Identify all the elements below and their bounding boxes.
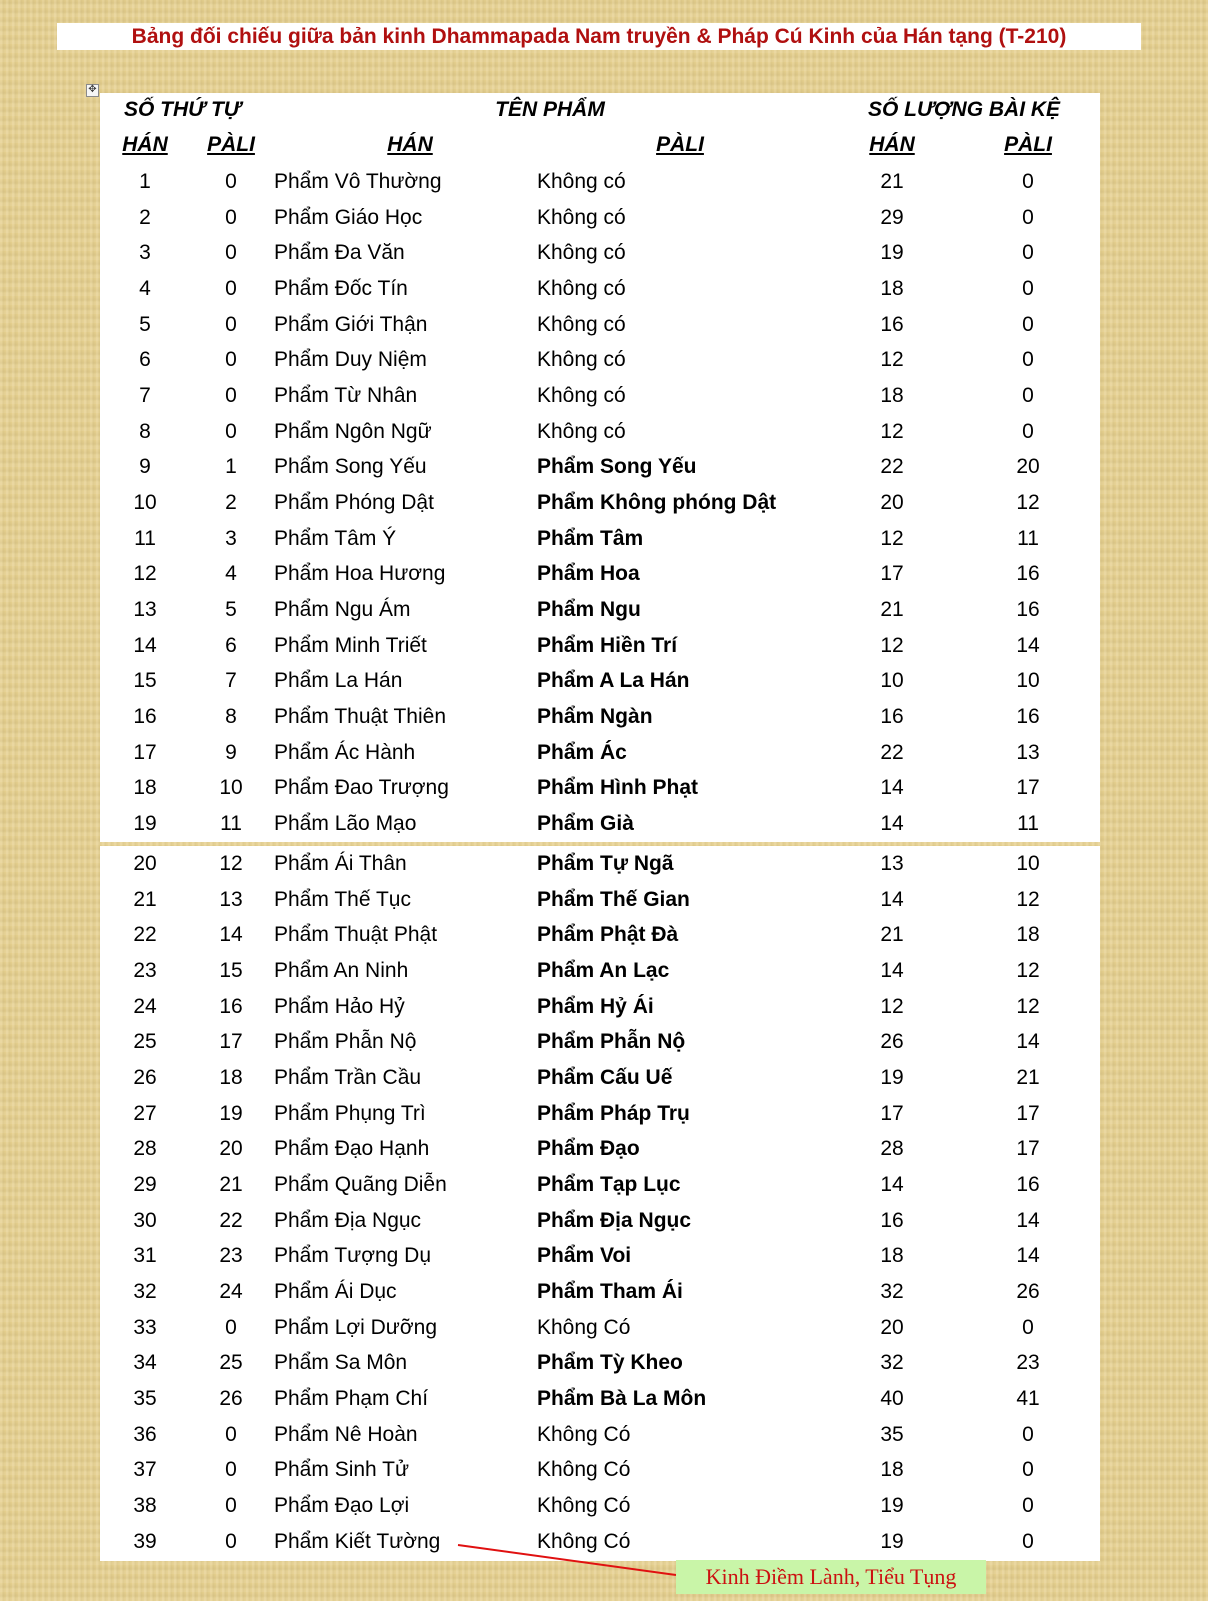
- cell-han-verse-count: 18: [880, 384, 904, 407]
- cell-han-name: Phẩm Thuật Thiên: [274, 705, 446, 729]
- cell-pali-verse-count: 0: [1022, 419, 1034, 443]
- cell-han-number: 24: [133, 994, 157, 1018]
- cell-han-name: Phẩm Đao Trượng: [274, 776, 449, 800]
- cell-pali-verse-count: 23: [1016, 1351, 1040, 1375]
- cell-pali-verse-count: 16: [1016, 705, 1040, 729]
- cell-pali-name: Phẩm Không phóng Dật: [537, 491, 777, 514]
- cell-pali-verse-count: 12: [1016, 491, 1040, 514]
- cell-pali-number: 1: [225, 455, 237, 479]
- cell-han-verse-count: 21: [880, 598, 904, 621]
- cell-han-verse-count: 10: [880, 669, 904, 693]
- cell-pali-verse-count: 17: [1016, 1137, 1040, 1161]
- cell-pali-name: Phẩm Hoa: [537, 562, 640, 586]
- cell-han-verse-count: 29: [880, 205, 904, 229]
- cell-han-number: 39: [133, 1529, 157, 1553]
- cell-han-name: Phẩm Đốc Tín: [274, 277, 408, 300]
- cell-han-verse-count: 17: [880, 1101, 904, 1125]
- cell-pali-name: Phẩm Tạp Lục: [537, 1173, 681, 1196]
- cell-han-number: 34: [133, 1351, 157, 1375]
- cell-pali-verse-count: 41: [1016, 1387, 1040, 1411]
- cell-han-name: Phẩm Đạo Lợi: [274, 1494, 410, 1518]
- cell-pali-verse-count: 0: [1022, 241, 1034, 265]
- cell-han-verse-count: 19: [880, 1066, 904, 1089]
- cell-han-number: 8: [139, 419, 151, 443]
- cell-han-name: Phẩm Đạo Hạnh: [274, 1137, 430, 1161]
- cell-pali-number: 3: [225, 526, 237, 550]
- cell-pali-verse-count: 12: [1016, 887, 1040, 911]
- cell-han-name: Phẩm Ngu Ám: [274, 598, 411, 621]
- cell-han-number: 4: [139, 277, 151, 300]
- cell-han-number: 1: [139, 170, 151, 193]
- cell-pali-number: 0: [225, 241, 237, 265]
- cell-pali-name: Không có: [537, 419, 626, 443]
- cell-pali-verse-count: 17: [1016, 776, 1040, 800]
- cell-pali-number: 14: [219, 923, 243, 947]
- cell-han-number: 13: [133, 598, 157, 621]
- cell-han-verse-count: 21: [880, 923, 904, 947]
- cell-pali-name: Phẩm Đạo: [537, 1137, 640, 1161]
- cell-han-name: Phẩm Địa Ngục: [274, 1208, 422, 1232]
- cell-pali-number: 21: [219, 1173, 243, 1196]
- cell-pali-number: 18: [219, 1066, 243, 1089]
- cell-pali-verse-count: 12: [1016, 959, 1040, 982]
- cell-pali-verse-count: 14: [1016, 1208, 1040, 1232]
- cell-pali-number: 16: [219, 994, 243, 1018]
- cell-han-number: 5: [139, 312, 151, 336]
- cell-han-verse-count: 21: [880, 170, 904, 193]
- cell-han-name: Phẩm Kiết Tường: [274, 1529, 441, 1553]
- cell-han-verse-count: 19: [880, 1529, 904, 1553]
- cell-han-number: 19: [133, 812, 157, 836]
- cell-pali-number: 0: [225, 1458, 237, 1482]
- cell-pali-name: Phẩm Tâm: [537, 526, 644, 550]
- cell-pali-verse-count: 0: [1022, 384, 1034, 407]
- cell-han-verse-count: 14: [880, 1173, 904, 1196]
- cell-pali-number: 0: [225, 384, 237, 407]
- cell-han-name: Phẩm Thuật Phật: [274, 923, 438, 947]
- cell-han-number: 28: [133, 1137, 157, 1161]
- cell-han-number: 32: [133, 1280, 157, 1303]
- cell-han-name: Phẩm Hoa Hương: [274, 562, 446, 586]
- cell-pali-verse-count: 16: [1016, 1173, 1040, 1196]
- cell-han-verse-count: 16: [880, 1208, 904, 1232]
- cell-pali-number: 0: [225, 277, 237, 300]
- header-pali-name: PÀLI: [656, 133, 704, 156]
- cell-pali-number: 0: [225, 1422, 237, 1446]
- cell-han-verse-count: 20: [880, 491, 904, 514]
- cell-pali-number: 17: [219, 1030, 243, 1054]
- move-handle-icon[interactable]: ✥: [86, 84, 99, 97]
- cell-pali-number: 7: [225, 669, 237, 693]
- cell-pali-number: 25: [219, 1351, 243, 1375]
- header-name-group: TÊN PHẨM: [495, 98, 605, 121]
- cell-han-verse-count: 19: [880, 241, 904, 265]
- cell-han-verse-count: 14: [880, 959, 904, 982]
- cell-pali-name: Phẩm Cấu Uế: [537, 1066, 673, 1089]
- cell-han-number: 35: [133, 1387, 157, 1411]
- cell-han-number: 17: [133, 740, 157, 764]
- cell-han-verse-count: 22: [880, 455, 904, 479]
- cell-han-name: Phẩm Nê Hoàn: [274, 1422, 418, 1446]
- cell-pali-name: Không Có: [537, 1529, 631, 1553]
- cell-han-name: Phẩm Phẫn Nộ: [274, 1030, 417, 1054]
- cell-han-verse-count: 12: [880, 526, 904, 550]
- cell-pali-verse-count: 10: [1016, 669, 1040, 693]
- cell-pali-name: Phẩm Thế Gian: [537, 887, 690, 911]
- cell-pali-number: 0: [225, 170, 237, 193]
- cell-pali-number: 9: [225, 740, 237, 764]
- cell-pali-verse-count: 21: [1016, 1066, 1040, 1089]
- cell-han-name: Phẩm Thế Tục: [274, 887, 411, 911]
- cell-han-verse-count: 12: [880, 419, 904, 443]
- cell-han-verse-count: 14: [880, 887, 904, 911]
- cell-pali-name: Phẩm Song Yếu: [537, 455, 697, 479]
- cell-han-name: Phẩm Tượng Dụ: [274, 1244, 432, 1268]
- cell-han-number: 21: [133, 887, 157, 911]
- cell-han-verse-count: 16: [880, 705, 904, 729]
- cell-pali-name: Phẩm Hiền Trí: [537, 633, 678, 657]
- cell-han-name: Phẩm Tâm Ý: [274, 526, 397, 550]
- cell-han-name: Phẩm An Ninh: [274, 959, 409, 982]
- cell-han-verse-count: 19: [880, 1494, 904, 1518]
- cell-pali-verse-count: 13: [1016, 740, 1040, 764]
- cell-pali-verse-count: 0: [1022, 348, 1034, 372]
- header-han-name: HÁN: [387, 133, 433, 156]
- cell-han-number: 23: [133, 959, 157, 982]
- cell-pali-name: Phẩm Phật Đà: [537, 923, 679, 947]
- cell-han-name: Phẩm Sa Môn: [274, 1351, 408, 1375]
- cell-pali-verse-count: 12: [1016, 994, 1040, 1018]
- cell-pali-name: Phẩm Tham Ái: [537, 1280, 683, 1303]
- cell-pali-name: Phẩm Ngàn: [537, 705, 653, 729]
- cell-han-verse-count: 40: [880, 1387, 904, 1411]
- cell-han-verse-count: 12: [880, 348, 904, 372]
- cell-han-name: Phẩm Ái Dục: [274, 1280, 397, 1303]
- cell-pali-name: Phẩm An Lạc: [537, 959, 670, 982]
- cell-pali-number: 24: [219, 1280, 243, 1303]
- cell-pali-name: Không Có: [537, 1494, 631, 1518]
- cell-pali-name: Phẩm Voi: [537, 1244, 632, 1268]
- cell-han-name: Phẩm Phóng Dật: [274, 491, 434, 514]
- cell-han-name: Phẩm Trần Cầu: [274, 1066, 422, 1089]
- cell-han-name: Phẩm Vô Thường: [274, 170, 442, 193]
- cell-han-name: Phẩm Ác Hành: [274, 740, 416, 764]
- cell-han-name: Phẩm Hảo Hỷ: [274, 994, 405, 1018]
- cell-han-verse-count: 14: [880, 812, 904, 836]
- cell-han-name: Phẩm Ái Thân: [274, 852, 407, 875]
- cell-pali-number: 0: [225, 1315, 237, 1339]
- cell-han-verse-count: 12: [880, 994, 904, 1018]
- cell-pali-number: 19: [219, 1101, 243, 1125]
- cell-pali-verse-count: 0: [1022, 312, 1034, 336]
- cell-pali-verse-count: 0: [1022, 277, 1034, 300]
- cell-han-name: Phẩm Lợi Dưỡng: [274, 1315, 437, 1339]
- cell-pali-name: Phẩm Bà La Môn: [537, 1387, 707, 1411]
- cell-han-verse-count: 14: [880, 776, 904, 800]
- cell-pali-verse-count: 0: [1022, 1422, 1034, 1446]
- cell-pali-number: 6: [225, 633, 237, 657]
- cell-han-verse-count: 28: [880, 1137, 904, 1161]
- cell-pali-name: Không có: [537, 348, 626, 372]
- cell-pali-number: 23: [219, 1244, 243, 1268]
- cell-han-number: 14: [133, 633, 157, 657]
- cell-han-number: 3: [139, 241, 151, 265]
- cell-han-name: Phẩm Minh Triết: [274, 633, 427, 657]
- cell-pali-name: Không có: [537, 277, 626, 300]
- header-order-group: SỐ THỨ TỰ: [124, 98, 241, 121]
- cell-pali-verse-count: 0: [1022, 1315, 1034, 1339]
- cell-pali-verse-count: 11: [1017, 526, 1039, 550]
- cell-pali-name: Phẩm Địa Ngục: [537, 1208, 692, 1232]
- cell-pali-verse-count: 0: [1022, 170, 1034, 193]
- cell-han-name: Phẩm Đa Văn: [274, 241, 405, 265]
- cell-pali-verse-count: 0: [1022, 1494, 1034, 1518]
- cell-pali-name: Không có: [537, 312, 626, 336]
- cell-pali-number: 2: [225, 491, 237, 514]
- cell-pali-number: 10: [219, 776, 243, 800]
- cell-han-number: 38: [133, 1494, 157, 1518]
- cell-pali-name: Phẩm Hình Phạt: [537, 776, 699, 800]
- annotation-label: Kinh Điềm Lành, Tiểu Tụng: [676, 1560, 986, 1594]
- cell-pali-name: Không có: [537, 205, 626, 229]
- cell-pali-name: Không có: [537, 170, 626, 193]
- cell-han-number: 29: [133, 1173, 157, 1196]
- cell-pali-verse-count: 0: [1022, 1458, 1034, 1482]
- cell-han-number: 26: [133, 1066, 157, 1089]
- cell-han-number: 6: [139, 348, 151, 372]
- cell-han-number: 9: [139, 455, 151, 479]
- header-pali-count: PÀLI: [1004, 133, 1052, 156]
- cell-pali-number: 15: [219, 959, 243, 982]
- cell-han-name: Phẩm Phụng Trì: [274, 1101, 426, 1125]
- cell-pali-name: Không có: [537, 384, 626, 407]
- cell-pali-name: Không Có: [537, 1315, 631, 1339]
- cell-han-verse-count: 18: [880, 1458, 904, 1482]
- cell-han-verse-count: 12: [880, 633, 904, 657]
- cell-han-verse-count: 17: [880, 562, 904, 586]
- cell-han-number: 31: [133, 1244, 157, 1268]
- cell-pali-name: Phẩm Tỳ Kheo: [537, 1351, 683, 1375]
- cell-han-name: Phẩm Giới Thận: [274, 312, 428, 336]
- cell-pali-number: 0: [225, 419, 237, 443]
- cell-pali-name: Phẩm Ngu: [537, 598, 641, 621]
- cell-pali-number: 0: [225, 205, 237, 229]
- cell-han-number: 15: [133, 669, 157, 693]
- cell-han-name: Phẩm Song Yếu: [274, 455, 427, 479]
- cell-pali-name: Phẩm Phẫn Nộ: [537, 1030, 686, 1054]
- cell-han-number: 11: [134, 526, 156, 550]
- cell-han-number: 20: [133, 852, 157, 875]
- cell-pali-number: 12: [219, 852, 243, 875]
- cell-han-number: 22: [133, 923, 157, 947]
- cell-han-number: 12: [133, 562, 157, 586]
- cell-pali-verse-count: 14: [1016, 1030, 1040, 1054]
- cell-pali-verse-count: 26: [1016, 1280, 1040, 1303]
- cell-han-verse-count: 35: [880, 1422, 904, 1446]
- cell-pali-verse-count: 16: [1016, 562, 1040, 586]
- cell-pali-number: 11: [220, 812, 242, 836]
- cell-han-number: 36: [133, 1422, 157, 1446]
- cell-han-name: Phẩm Giáo Học: [274, 205, 423, 229]
- cell-pali-name: Không Có: [537, 1422, 631, 1446]
- cell-pali-name: Phẩm A La Hán: [537, 669, 690, 693]
- cell-pali-number: 22: [219, 1208, 243, 1232]
- header-han-count: HÁN: [869, 133, 915, 156]
- cell-han-name: Phẩm Từ Nhân: [274, 384, 418, 407]
- cell-pali-name: Phẩm Ác: [537, 740, 627, 764]
- cell-pali-verse-count: 0: [1022, 1529, 1034, 1553]
- cell-pali-number: 0: [225, 1494, 237, 1518]
- cell-han-name: Phẩm Quãng Diễn: [274, 1173, 447, 1196]
- cell-han-number: 33: [133, 1315, 157, 1339]
- cell-pali-verse-count: 16: [1016, 598, 1040, 621]
- cell-pali-number: 5: [225, 598, 237, 621]
- cell-pali-number: 20: [219, 1137, 243, 1161]
- cell-han-number: 37: [133, 1458, 157, 1482]
- cell-han-verse-count: 32: [880, 1280, 904, 1303]
- cell-pali-verse-count: 0: [1022, 205, 1034, 229]
- cell-pali-name: Phẩm Già: [537, 812, 634, 836]
- cell-pali-verse-count: 14: [1016, 1244, 1040, 1268]
- cell-han-name: Phẩm Sinh Tử: [274, 1458, 410, 1482]
- cell-han-number: 16: [133, 705, 157, 729]
- cell-pali-number: 26: [219, 1387, 243, 1411]
- cell-han-number: 18: [133, 776, 157, 800]
- cell-pali-verse-count: 10: [1016, 852, 1040, 875]
- cell-pali-number: 0: [225, 348, 237, 372]
- cell-pali-number: 13: [219, 887, 243, 911]
- cell-han-verse-count: 26: [880, 1030, 904, 1054]
- cell-han-verse-count: 13: [880, 852, 904, 875]
- cell-han-verse-count: 32: [880, 1351, 904, 1375]
- cell-han-number: 7: [139, 384, 151, 407]
- header-pali-num: PÀLI: [207, 133, 255, 156]
- cell-pali-number: 0: [225, 312, 237, 336]
- cell-pali-name: Phẩm Tự Ngã: [537, 852, 674, 875]
- cell-pali-name: Phẩm Hỷ Ái: [537, 994, 654, 1018]
- cell-pali-number: 8: [225, 705, 237, 729]
- cell-han-verse-count: 18: [880, 1244, 904, 1268]
- cell-pali-verse-count: 20: [1016, 455, 1040, 479]
- cell-han-name: Phẩm Lão Mạo: [274, 812, 417, 836]
- cell-pali-number: 0: [225, 1529, 237, 1553]
- cell-han-name: Phẩm Ngôn Ngữ: [274, 419, 432, 443]
- cell-han-name: Phẩm Duy Niệm: [274, 348, 427, 372]
- cell-han-name: Phẩm La Hán: [274, 669, 403, 693]
- header-count-group: SỐ LƯỢNG BÀI KỆ: [867, 98, 1061, 121]
- cell-han-number: 27: [133, 1101, 157, 1125]
- cell-pali-verse-count: 17: [1016, 1101, 1040, 1125]
- cell-pali-verse-count: 18: [1016, 923, 1040, 947]
- cell-pali-verse-count: 14: [1016, 633, 1040, 657]
- header-han-num: HÁN: [122, 133, 168, 156]
- page-title: Bảng đối chiếu giữa bản kinh Dhammapada Nam truyền & Pháp Cú Kinh của Hán tạng (T-210): [57, 23, 1141, 50]
- cell-pali-name: Không Có: [537, 1458, 631, 1482]
- cell-pali-verse-count: 11: [1017, 812, 1039, 836]
- cell-pali-number: 4: [225, 562, 237, 586]
- cell-han-verse-count: 22: [880, 740, 904, 764]
- cell-han-verse-count: 16: [880, 312, 904, 336]
- cell-han-number: 25: [133, 1030, 157, 1054]
- cell-pali-name: Không có: [537, 241, 626, 265]
- cell-han-number: 10: [133, 491, 157, 514]
- cell-han-name: Phẩm Phạm Chí: [274, 1387, 429, 1411]
- cell-han-number: 2: [139, 205, 151, 229]
- cell-han-verse-count: 18: [880, 277, 904, 300]
- cell-pali-name: Phẩm Pháp Trụ: [537, 1101, 690, 1125]
- cell-han-verse-count: 20: [880, 1315, 904, 1339]
- cell-han-number: 30: [133, 1208, 157, 1232]
